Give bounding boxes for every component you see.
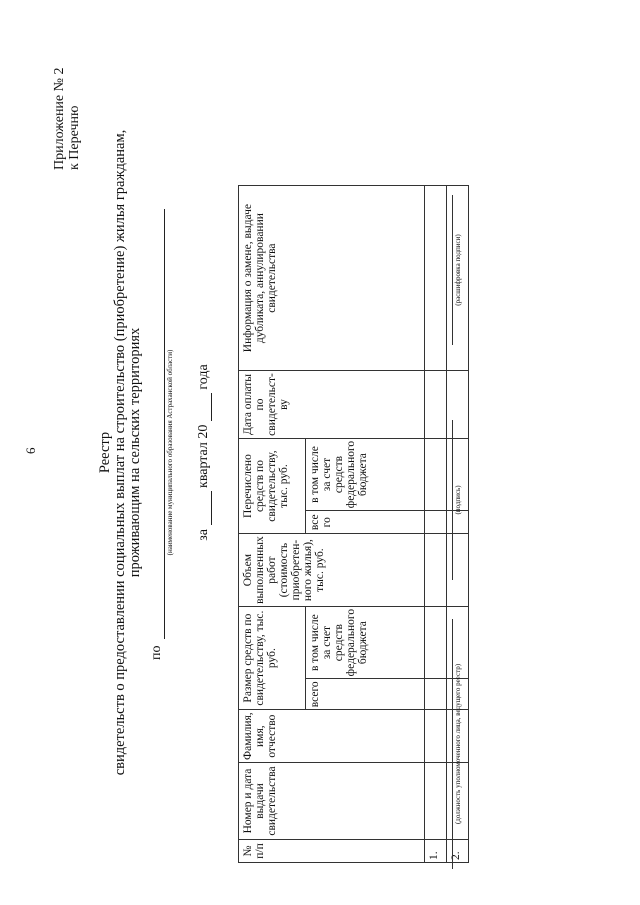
page-number: 6 (23, 447, 38, 454)
row-cell (425, 438, 447, 510)
decode-caption: (расшифровка подписи) (452, 195, 462, 345)
signature-position (452, 619, 462, 869)
row-cell (425, 511, 447, 534)
appendix-heading (52, 68, 82, 171)
row-cell (425, 606, 447, 678)
row-cell (425, 186, 447, 371)
quarter-line (196, 0, 212, 905)
municipality-field (149, 210, 165, 661)
title-line-3: проживающим на сельских территориях (127, 327, 143, 578)
row-1-num: 1. (425, 840, 447, 863)
appendix-line-2: к Перечню (67, 105, 82, 170)
municipality-blank-line (150, 210, 165, 640)
header-size-fed: в том числе за счет средств федерального бюджета (306, 606, 425, 678)
registry-table (238, 185, 469, 863)
document-title (98, 0, 143, 905)
quarter-suffix: года (196, 364, 211, 390)
signature-caption: (подпись) (452, 420, 462, 580)
row-cell (425, 534, 447, 607)
row-cell (425, 710, 447, 763)
row-2-num: 2. (447, 840, 469, 863)
header-transfer-total: все го (306, 511, 425, 534)
position-caption: (должность уполномоченного лица, ведущего реестр) (452, 619, 462, 869)
header-num: № п/п (239, 840, 425, 863)
table-row (425, 186, 447, 863)
appendix-line-1: Приложение № 2 (52, 67, 67, 170)
header-size: Размер средств по свидетельству, тыс. руб. (239, 606, 306, 709)
header-size-total: всего (306, 679, 425, 710)
quarter-blank (199, 491, 212, 525)
row-cell (425, 371, 447, 439)
row-cell (425, 679, 447, 710)
signature-sign (452, 420, 462, 580)
title-line-2: свидетельств о предоставлении социальных выплат на строительство (приобретение) жилья гражданам, (112, 129, 128, 776)
header-volume: Объем выполненных работ (стоимость приобретен-ного жилья), тыс. руб. (239, 534, 425, 607)
quarter-middle: квартал 20 (196, 424, 211, 488)
year-blank (199, 393, 212, 421)
header-info: Информация о замене, выдаче дубликата, аннулировании свидетельства (239, 186, 425, 371)
po-label: по (149, 645, 164, 660)
header-transfer: Перечислено средств по свидетельству, тыс. руб. (239, 438, 306, 533)
title-line-1: Реестр (97, 431, 113, 474)
header-paydate: Дата оплаты по свидетельст-ву (239, 371, 425, 439)
municipality-caption: (наименование муниципального образования Астраханской области) (166, 349, 174, 556)
header-fio: Фамилия, имя, отчество (239, 710, 425, 763)
header-transfer-fed: в том числе за счет средств федерального бюджета (306, 438, 425, 510)
signature-decode (452, 195, 462, 345)
quarter-prefix: за (196, 528, 211, 541)
header-cert: Номер и дата выдачи свидетельства (239, 763, 425, 840)
row-cell (425, 763, 447, 840)
